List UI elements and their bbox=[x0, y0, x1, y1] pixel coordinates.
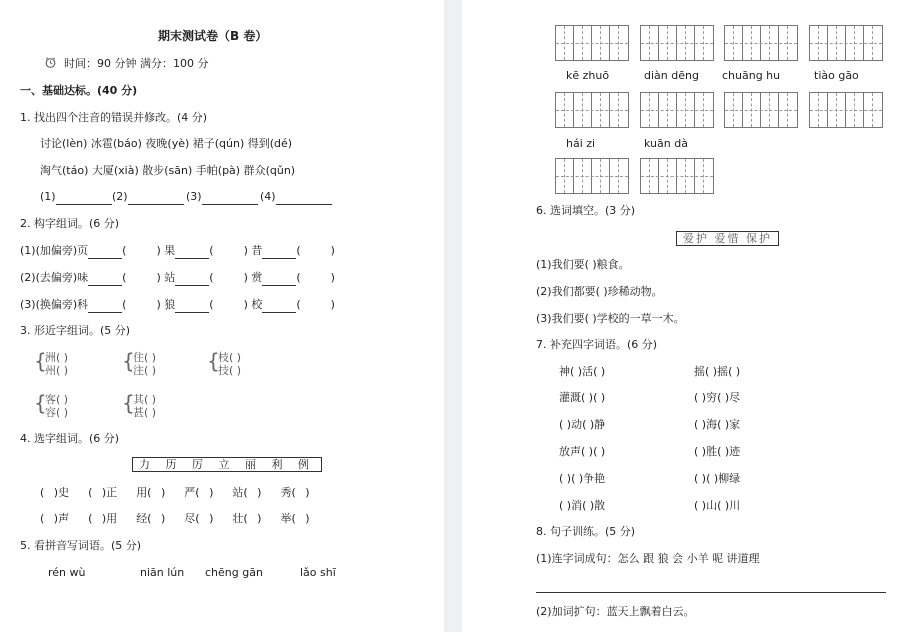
q1-blank-3[interactable]: (3) bbox=[186, 190, 258, 205]
q7-item[interactable]: 放声( )( ) bbox=[559, 445, 606, 458]
exam-title: 期末测试卷（B 卷） bbox=[158, 29, 268, 43]
brace-icon: { bbox=[207, 349, 220, 373]
q3-pair-4[interactable]: 客( ) 容( ) bbox=[45, 393, 69, 419]
q1-prompt: 1. 找出四个注音的错误并修改。(4 分) bbox=[20, 111, 208, 124]
q3-pair-5[interactable]: 其( ) 甚( ) bbox=[133, 393, 157, 419]
q5-prompt: 5. 看拼音写词语。(5 分) bbox=[20, 539, 142, 552]
grid-pinyin-2: diàn dēng bbox=[644, 69, 699, 82]
q7-item[interactable]: 神( )活( ) bbox=[559, 365, 606, 378]
q6-line-3[interactable]: (3)我们要( )学校的一草一木。 bbox=[536, 312, 685, 325]
q7-item[interactable]: ( )消( )散 bbox=[559, 499, 606, 512]
q4-choice-box: 力 历 厉 立 丽 利 例 bbox=[132, 457, 322, 472]
exam-info: 时间：90 分钟 满分：100 分 bbox=[64, 57, 209, 70]
grid-pinyin-5: hái zi bbox=[566, 137, 596, 150]
q7-item[interactable]: ( )( )争艳 bbox=[559, 472, 606, 485]
q6-prompt: 6. 选词填空。(3 分) bbox=[536, 204, 636, 217]
writing-grid[interactable] bbox=[640, 92, 714, 128]
q7-item[interactable]: 灌溉( )( ) bbox=[559, 391, 606, 404]
writing-grid[interactable] bbox=[724, 25, 798, 61]
writing-grid[interactable] bbox=[724, 92, 798, 128]
q3-pair-3[interactable]: 枝( ) 技( ) bbox=[218, 351, 242, 377]
writing-grid[interactable] bbox=[555, 158, 629, 194]
q1-blank-1[interactable]: (1) bbox=[40, 190, 112, 205]
q7-item[interactable]: 摇( )摇( ) bbox=[694, 365, 741, 378]
writing-grid[interactable] bbox=[555, 25, 629, 61]
q7-item[interactable]: ( )动( )静 bbox=[559, 418, 606, 431]
section-1-heading: 一、基础达标。(40 分) bbox=[20, 84, 138, 97]
q2-row-1[interactable]: (1)(加偏旁)页 ( ) 果 ( ) 昔 ( ) bbox=[20, 244, 335, 257]
q2-prompt: 2. 构字组词。(6 分) bbox=[20, 217, 120, 230]
writing-grid[interactable] bbox=[809, 92, 883, 128]
q6-line-1[interactable]: (1)我们要( )粮食。 bbox=[536, 258, 630, 271]
q3-pair-2[interactable]: 住( ) 注( ) bbox=[133, 351, 157, 377]
q6-line-2[interactable]: (2)我们都要( )珍稀动物。 bbox=[536, 285, 663, 298]
q8-line-1: (1)连字词成句：怎么 跟 狼 会 小羊 呢 讲道理 bbox=[536, 552, 760, 565]
q5-pinyin-2: niān lún bbox=[140, 566, 185, 579]
q4-row-1[interactable]: ( )史 ( )正 用( ) 严( ) 站( ) 秀( ) bbox=[40, 486, 310, 499]
q4-prompt: 4. 选字组词。(6 分) bbox=[20, 432, 120, 445]
q1-blank-2[interactable]: (2) bbox=[112, 190, 184, 205]
exam-page-left bbox=[0, 0, 444, 632]
brace-icon: { bbox=[122, 391, 135, 415]
q1-row-1: 讨论(lèn) 冰雹(báo) 夜晚(yè) 裙子(qún) 得到(dé) bbox=[40, 137, 293, 150]
answer-line[interactable] bbox=[536, 592, 886, 593]
writing-grid[interactable] bbox=[640, 158, 714, 194]
q4-row-2[interactable]: ( )声 ( )用 经( ) 尽( ) 壮( ) 举( ) bbox=[40, 512, 310, 525]
q7-item[interactable]: ( )( )柳绿 bbox=[694, 472, 741, 485]
brace-icon: { bbox=[34, 349, 47, 373]
writing-grid[interactable] bbox=[640, 25, 714, 61]
grid-pinyin-6: kuān dà bbox=[644, 137, 688, 150]
q3-pair-1[interactable]: 洲( ) 州( ) bbox=[45, 351, 69, 377]
q5-pinyin-4: lǎo shī bbox=[300, 566, 336, 579]
writing-grid[interactable] bbox=[555, 92, 629, 128]
q6-choice-box: 爱护 爱惜 保护 bbox=[676, 231, 779, 246]
brace-icon: { bbox=[34, 391, 47, 415]
q7-item[interactable]: ( )山( )川 bbox=[694, 499, 741, 512]
grid-pinyin-3: chuāng hu bbox=[722, 69, 781, 82]
q8-line-2: (2)加词扩句：蓝天上飘着白云。 bbox=[536, 605, 695, 618]
q7-item[interactable]: ( )胜( )迹 bbox=[694, 445, 741, 458]
writing-grid[interactable] bbox=[809, 25, 883, 61]
grid-pinyin-1: kē zhuō bbox=[566, 69, 610, 82]
q5-pinyin-1: rén wù bbox=[48, 566, 86, 579]
q1-row-2: 淘气(táo) 大厦(xià) 散步(sān) 手帕(pà) 群众(qǔn) bbox=[40, 164, 296, 177]
q8-prompt: 8. 句子训练。(5 分) bbox=[536, 525, 636, 538]
clock-icon bbox=[44, 57, 57, 68]
q7-item[interactable]: ( )海( )家 bbox=[694, 418, 741, 431]
q7-prompt: 7. 补充四字词语。(6 分) bbox=[536, 338, 658, 351]
q2-row-3[interactable]: (3)(换偏旁)科 ( ) 狼 ( ) 校 ( ) bbox=[20, 298, 335, 311]
brace-icon: { bbox=[122, 349, 135, 373]
exam-page-right bbox=[462, 0, 915, 632]
q7-item[interactable]: ( )穷( )尽 bbox=[694, 391, 741, 404]
grid-pinyin-4: tiào gāo bbox=[814, 69, 859, 82]
q2-row-2[interactable]: (2)(去偏旁)味 ( ) 站 ( ) 赏 ( ) bbox=[20, 271, 335, 284]
q5-pinyin-3: chēng gān bbox=[205, 566, 263, 579]
q1-blank-4[interactable]: (4) bbox=[260, 190, 332, 205]
q3-prompt: 3. 形近字组词。(5 分) bbox=[20, 324, 131, 337]
